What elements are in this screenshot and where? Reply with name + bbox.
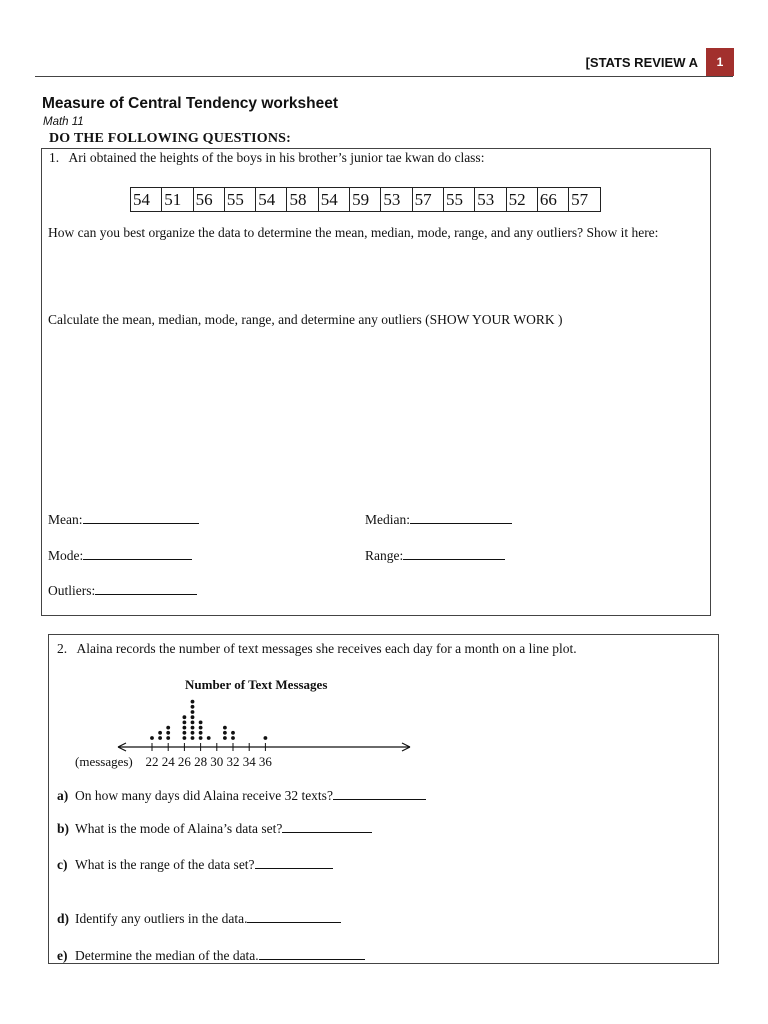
question-2-prompt	[57, 641, 577, 657]
header-divider	[35, 76, 733, 77]
question-2c-blank[interactable]	[255, 855, 333, 869]
data-point	[191, 731, 195, 735]
question-2b-blank[interactable]	[282, 819, 372, 833]
data-point	[223, 731, 227, 735]
worksheet-subtitle: Math 11	[43, 116, 84, 128]
data-point	[191, 705, 195, 709]
data-point	[264, 736, 268, 740]
data-point	[191, 726, 195, 730]
question-2d-letter: d)	[57, 911, 70, 926]
data-point	[183, 721, 187, 725]
median-blank[interactable]	[410, 510, 512, 524]
data-cell: 54	[131, 188, 162, 211]
data-point	[231, 731, 235, 735]
question-2e-letter: e)	[57, 948, 68, 963]
question-2e	[57, 946, 365, 964]
question-2a-blank[interactable]	[333, 786, 426, 800]
x-tick-label: 32	[226, 754, 240, 769]
mode-answer	[48, 546, 192, 564]
data-point	[183, 726, 187, 730]
data-point	[183, 715, 187, 719]
line-plot	[60, 690, 430, 772]
question-2c-text: What is the range of the data set?	[75, 857, 255, 872]
data-cell: 57	[413, 188, 444, 211]
calculate-prompt: Calculate the mean, median, mode, range, and determine any outliers (SHOW YOUR WORK )	[48, 312, 563, 327]
data-point	[223, 726, 227, 730]
directions-heading: DO THE FOLLOWING QUESTIONS:	[49, 131, 292, 146]
outliers-answer	[48, 581, 197, 599]
question-2c-letter: c)	[57, 857, 68, 872]
x-tick-label: 34	[242, 754, 256, 769]
data-point	[231, 736, 235, 740]
x-tick-label: 26	[177, 754, 191, 769]
question-2-number: 2.	[57, 641, 68, 656]
worksheet-title: Measure of Central Tendency worksheet	[42, 95, 339, 112]
data-point	[191, 700, 195, 704]
data-cell: 58	[287, 188, 318, 211]
data-cell: 51	[162, 188, 193, 211]
mode-label: Mode:	[48, 548, 84, 563]
data-cell: 54	[256, 188, 287, 211]
data-point	[166, 736, 170, 740]
x-axis-label: (messages)	[75, 754, 133, 769]
data-point	[158, 731, 162, 735]
question-1-number: 1.	[49, 150, 60, 165]
question-2d	[57, 909, 341, 927]
x-tick-label: 24	[161, 754, 175, 769]
question-2a-text: On how many days did Alaina receive 32 texts?	[75, 788, 333, 803]
data-point	[199, 726, 203, 730]
data-point	[207, 736, 211, 740]
data-point	[158, 736, 162, 740]
data-cell: 53	[381, 188, 412, 211]
data-cell: 54	[319, 188, 350, 211]
data-point	[183, 731, 187, 735]
mean-answer	[48, 510, 199, 528]
height-data-table	[130, 187, 601, 212]
mode-blank[interactable]	[83, 546, 192, 560]
outliers-blank[interactable]	[95, 581, 197, 595]
median-answer	[365, 510, 512, 528]
question-2e-text: Determine the median of the data.	[75, 948, 259, 963]
question-1-text: Ari obtained the heights of the boys in his brother’s junior tae kwan do class:	[68, 150, 485, 165]
data-point	[191, 715, 195, 719]
data-cell: 53	[475, 188, 506, 211]
data-cell: 59	[350, 188, 381, 211]
data-point	[191, 736, 195, 740]
data-cell: 56	[194, 188, 225, 211]
mean-label: Mean:	[48, 512, 83, 527]
range-label: Range:	[365, 548, 404, 563]
question-2a	[57, 786, 426, 804]
data-point	[191, 721, 195, 725]
mean-blank[interactable]	[83, 510, 199, 524]
range-answer	[365, 546, 505, 564]
question-2e-blank[interactable]	[259, 946, 365, 960]
question-2d-blank[interactable]	[247, 909, 341, 923]
header-title: [STATS REVIEW A	[585, 55, 698, 70]
question-1-prompt	[49, 150, 484, 166]
x-tick-label: 30	[210, 754, 224, 769]
median-label: Median:	[365, 512, 410, 527]
data-cell: 52	[507, 188, 538, 211]
question-2b	[57, 819, 372, 837]
data-point	[166, 726, 170, 730]
data-point	[199, 736, 203, 740]
x-tick-label: 22	[145, 754, 159, 769]
chart-title: Number of Text Messages	[185, 677, 328, 692]
data-point	[191, 710, 195, 714]
data-point	[166, 731, 170, 735]
range-blank[interactable]	[403, 546, 505, 560]
data-point	[199, 731, 203, 735]
question-2a-letter: a)	[57, 788, 69, 803]
question-2b-letter: b)	[57, 821, 70, 836]
data-point	[183, 736, 187, 740]
data-point	[223, 736, 227, 740]
question-2c	[57, 855, 333, 873]
question-2d-text: Identify any outliers in the data.	[75, 911, 248, 926]
data-point	[150, 736, 154, 740]
organize-prompt: How can you best organize the data to determine the mean, median, mode, range, and any outliers? Show it here:	[48, 225, 659, 240]
question-2-text: Alaina records the number of text messages she receives each day for a month on a line plot.	[76, 641, 577, 656]
x-tick-label: 36	[258, 754, 272, 769]
data-cell: 66	[538, 188, 569, 211]
question-2b-text: What is the mode of Alaina’s data set?	[75, 821, 283, 836]
outliers-label: Outliers:	[48, 583, 96, 598]
page-number-badge: 1	[706, 48, 734, 76]
data-point	[199, 721, 203, 725]
x-tick-label: 28	[194, 754, 208, 769]
data-cell: 57	[571, 190, 589, 209]
data-cell: 55	[444, 188, 475, 211]
data-cell: 55	[225, 188, 256, 211]
